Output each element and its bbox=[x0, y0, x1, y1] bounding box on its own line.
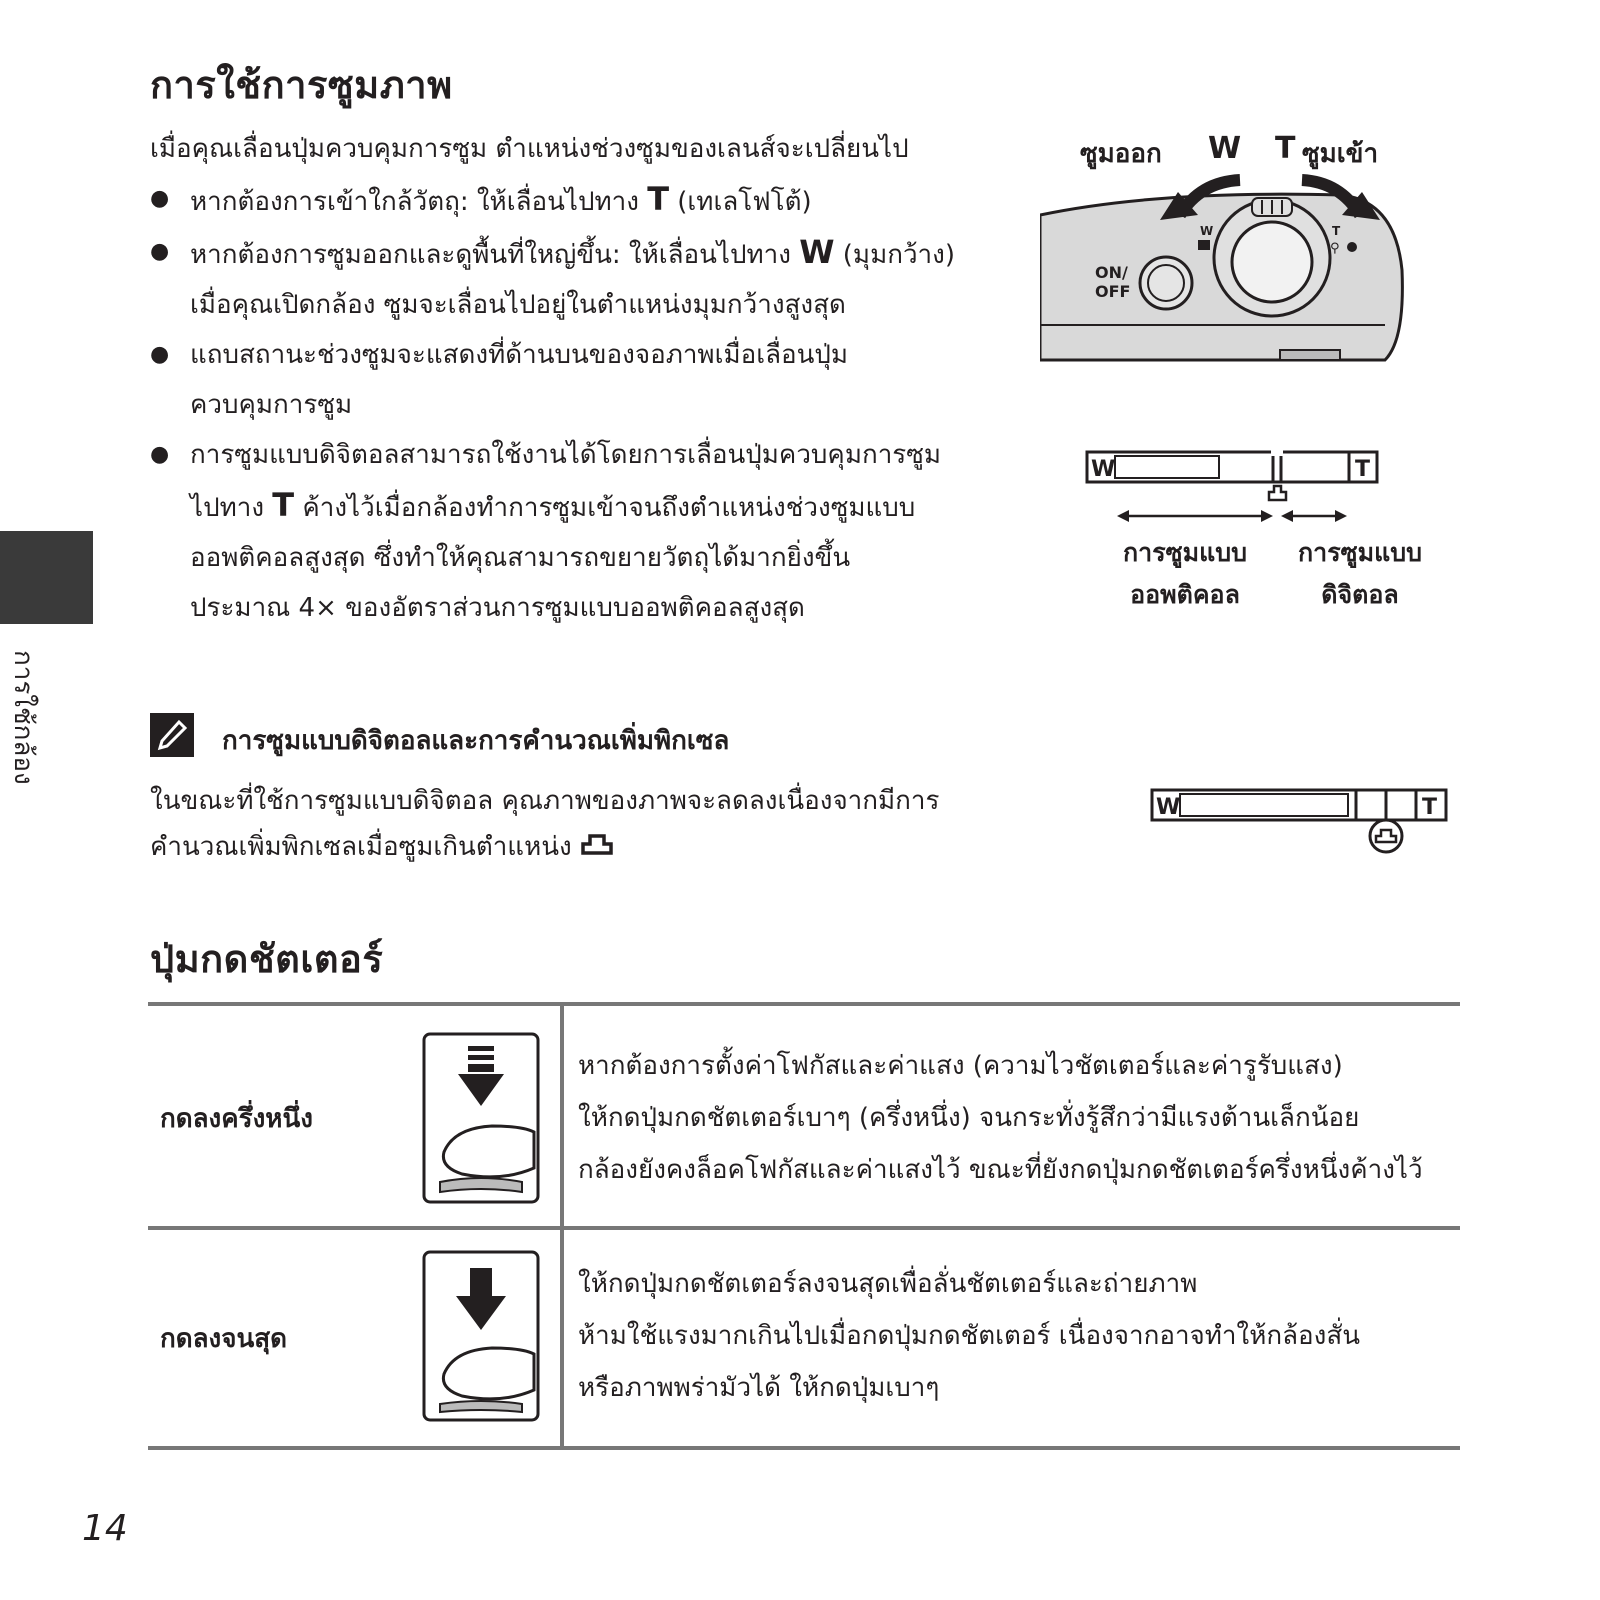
full-press-description: ให้กดปุ่มกดชัตเตอร์ลงจนสุดเพื่อลั่นชัตเตอร์และถ่ายภาพ ห้ามใช้แรงมากเกินไปเมื่อกดปุ่มกดชัตเตอร์ เนื่องจากอาจทำให้กล้องสั่น หรือภาพพร่ามัวได้ ให้กดปุ่มเบาๆ bbox=[578, 1269, 1360, 1403]
section-title-shutter: ปุ่มกดชัตเตอร์ bbox=[150, 937, 384, 981]
svg-text:OFF: OFF bbox=[1095, 282, 1131, 301]
zoom-in-label: ซูมเข้า bbox=[1302, 139, 1379, 169]
table-row-divider bbox=[148, 1226, 1460, 1230]
t-label: T bbox=[1275, 131, 1296, 166]
zoom-out-label: ซูมออก bbox=[1080, 139, 1162, 169]
zoom-bar-diagram bbox=[1085, 448, 1385, 538]
note-line-1: ในขณะที่ใช้การซูมแบบดิจิตอล คุณภาพของภาพจะลดลงเนื่องจากมีการ bbox=[150, 786, 940, 816]
note-icon bbox=[150, 713, 194, 757]
bullet-icon: ● bbox=[150, 342, 170, 367]
svg-text:W: W bbox=[1156, 795, 1181, 820]
dynamic-fine-zoom-icon bbox=[580, 833, 614, 857]
svg-text:T: T bbox=[1422, 795, 1438, 820]
list-item: ● หากต้องการเข้าใกล้วัตถุ: ให้เลื่อนไปทาง T (เทเลโฟโต้) bbox=[150, 174, 1030, 227]
list-item: ● หากต้องการซูมออกและดูพื้นที่ใหญ่ขึ้น: ให้เลื่อนไปทาง W (มุมกว้าง) เมื่อคุณเปิดกล้อง ซูมจะเลื่อนไปอยู่ในตำแหน่งมุมกว้างสูงสุด bbox=[150, 227, 1030, 330]
dynamic-fine-zoom-icon bbox=[1269, 486, 1286, 500]
note-zoom-bar-diagram bbox=[1150, 786, 1460, 856]
optical-zoom-label: การซูมแบบ ออพติคอล bbox=[1123, 538, 1247, 609]
page-number: 14 bbox=[82, 1508, 128, 1549]
camera-zoom-diagram bbox=[1040, 120, 1420, 380]
section-side-tab bbox=[0, 531, 93, 624]
note-line-2: คำนวณเพิ่มพิกเซลเมื่อซูมเกินตำแหน่ง bbox=[150, 824, 614, 870]
full-press-label: กดลงจนสุด bbox=[160, 1324, 288, 1354]
list-item: ● การซูมแบบดิจิตอลสามารถใช้งานได้โดยการเลื่อนปุ่มควบคุมการซูม ไปทาง T ค้างไว้เมื่อกล้องทำการซูมเข้าจนถึงตำแหน่งช่วงซูมแบบ ออพติคอลสูงสุด ซึ่งทำให้คุณสามารถขยายวัตถุได้มากยิ่งขึ้น ประมาณ 4× ของอัตราส่วนการซูมแบบออพติคอลสูงสุด bbox=[150, 430, 1030, 633]
table-bottom-border bbox=[148, 1446, 1460, 1450]
bullet-icon: ● bbox=[150, 186, 170, 211]
half-press-description: หากต้องการตั้งค่าโฟกัสและค่าแสง (ความไวชัตเตอร์และค่ารูรับแสง) ให้กดปุ่มกดชัตเตอร์เบาๆ (ครึ่งหนึ่ง) จนกระทั่งรู้สึกว่ามีแรงต้านเล็กน้อย กล้องยังคงล็อคโฟกัสและค่าแสงไว้ ขณะที่ยังกดปุ่มกดชัตเตอร์ครึ่งหนึ่งค้างไว้ bbox=[578, 1051, 1423, 1185]
svg-text:T: T bbox=[1332, 224, 1341, 238]
svg-text:T: T bbox=[1355, 457, 1371, 482]
section-title-zoom: การใช้การซูมภาพ bbox=[150, 63, 453, 107]
half-press-icon bbox=[422, 1032, 540, 1204]
half-press-label: กดลงครึ่งหนึ่ง bbox=[160, 1104, 313, 1134]
zoom-bullet-list bbox=[150, 174, 1030, 633]
key-t: T bbox=[647, 180, 670, 218]
full-press-icon bbox=[422, 1250, 540, 1422]
svg-text:W: W bbox=[1200, 224, 1214, 238]
on-off-label: ON/ bbox=[1095, 263, 1128, 282]
shutter-button-icon bbox=[1232, 222, 1312, 302]
digital-zoom-label: การซูมแบบ ดิจิตอล bbox=[1298, 538, 1422, 609]
list-item: ● แถบสถานะช่วงซูมจะแสดงที่ด้านบนของจอภาพเมื่อเลื่อนปุ่ม ควบคุมการซูม bbox=[150, 330, 1030, 430]
note-title: การซูมแบบดิจิตอลและการคำนวณเพิ่มพิกเซล bbox=[222, 726, 730, 756]
table-column-divider bbox=[560, 1002, 564, 1450]
key-w: W bbox=[799, 233, 835, 271]
bullet-icon: ● bbox=[150, 239, 170, 264]
svg-text:W: W bbox=[1091, 457, 1116, 482]
svg-text:⚲: ⚲ bbox=[1330, 241, 1340, 256]
side-tab-label: การใช้กล้อง bbox=[8, 650, 38, 785]
key-t: T bbox=[272, 486, 295, 524]
table-top-border bbox=[148, 1002, 1460, 1006]
bullet-icon: ● bbox=[150, 442, 170, 467]
w-label: W bbox=[1208, 131, 1242, 166]
zoom-intro-text: เมื่อคุณเลื่อนปุ่มควบคุมการซูม ตำแหน่งช่วงซูมของเลนส์จะเปลี่ยนไป bbox=[150, 134, 909, 164]
